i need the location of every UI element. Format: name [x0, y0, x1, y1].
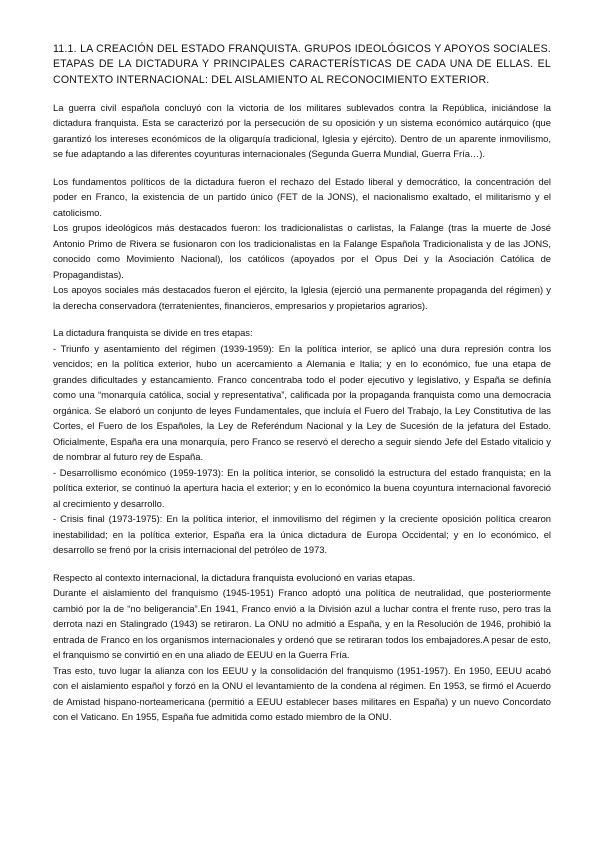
grupos-paragraph: Los grupos ideológicos más destacados fueron: los tradicionalistas o carlistas, la Falange (tras la muerte de José Antonio Primo de Rivera se fusionaron con los tradicionalistas en la Falange Española Tradicionalista y de las JONS, conocido como Movimiento Nacional), los católicos (apoyados por el Opus Dei y la Asociación Católica de Propagandistas). — [53, 222, 551, 280]
section-gap — [53, 162, 551, 174]
aislamiento-paragraph: Durante el aislamiento del franquismo (1945-1951) Franco adoptó una política de neutralidad, que posteriormente cambió por la de “no beligerancia”.En 1941, Franco envió a la División azul a luchar contra el frente ruso, pero tras la derrota nazi en Stalingrado (1943) se retiraron. La ONU no admitió a España, y en la Resolución de 1946, prohibió la entrada de Franco en los organismos internacionales y ordenó que se retiraran todos los embajadores.A pesar de esto, el franquismo se convirtió en en una aliado de EEUU en la Guerra Fría. — [53, 587, 551, 661]
section-gap — [53, 313, 551, 325]
etapa-1-paragraph: - Triunfo y asentamiento del régimen (1939-1959): En la política interior, se aplicó una dura represión contra los vencidos; en la política exterior, hubo un acercamiento a Alemania e Italia; y en lo económico, fue una etapa de grandes dificultades y estancamiento. Franco concentraba todo el poder ejecutivo y legislativo, y España se definía como una “monarquía católica, social y representativa”, calificada por la propaganda franquista como una democracia orgánica. Se elaboró un conjunto de leyes Fundamentales, que incluía el Fuero del Trabajo, la Ley Constitutiva de las Cortes, el Fuero de los Españoles, la Ley de Referéndum Nacional y la Ley de Sucesión de la jefatura del Estado. Oficialmente, España era una monarquía, pero Franco se reservó el derecho a seguir siendo Jefe del Estado vitalicio y de nombrar al futuro rey de España. — [53, 342, 551, 463]
etapa-2-paragraph: - Desarrollismo económico (1959-1973): En la política interior, se consolidó la estructura del estado franquista; en la política exterior, se continuó la apertura hacia el exterior; y en lo económico la buena coyuntura internacional favoreció al crecimiento y desarrollo. — [53, 466, 551, 509]
intro-paragraph: La guerra civil española concluyó con la victoria de los militares sublevados contra la República, iniciándose la dictadura franquista. Esta se caracterizó por la persecución de su oposición y un sistema económico autárquico (que garantizó los intereses económicos de la oligarquía tradicional, Iglesia y ejército). Dentro de un aparente inmovilismo, se fue adaptando a las diferentes coyunturas internacionales (Segunda Guerra Mundial, Guerra Fría…). — [53, 101, 551, 160]
etapas-intro-paragraph: La dictadura franquista se divide en tres etapas: — [53, 327, 253, 339]
section-gap — [53, 558, 551, 570]
fundamentos-paragraph: Los fundamentos políticos de la dictadura fueron el rechazo del Estado liberal y democrático, la concentración del poder en Franco, la existencia de un partido único (FET de la JONS), el nacionalismo exaltado, el militarismo y el catolicismo. — [53, 175, 551, 218]
document-title: 11.1. LA CREACIÓN DEL ESTADO FRANQUISTA. GRUPOS IDEOLÓGICOS Y APOYOS SOCIALES. ETAPAS DE LA DICTADURA Y PRINCIPALES CARACTERÍSTICAS DE CADA UNA DE ELLAS. EL CONTEXTO INTERNACIONAL: DEL AISLAMIENTO AL RECONOCIMIENTO EXTERIOR. — [53, 43, 551, 86]
etapa-3-paragraph: - Crisis final (1973-1975): En la política interior, el inmovilismo del régimen y la creciente oposición política crearon inestabilidad; en la política exterior, España era la única dictadura de Europa Occidental; y en lo económico, el desarrollo se frenó por la crisis internacional del petróleo de 1973. — [53, 513, 551, 556]
contexto-intro-paragraph: Respecto al contexto internacional, la dictadura franquista evolucionó en varias etapas. — [53, 571, 416, 583]
consolidacion-paragraph: Tras esto, tuvo lugar la alianza con los EEUU y la consolidación del franquismo (1951-1957). En 1950, EEUU acabó con el aislamiento español y forzó en la ONU el levantamiento de la condena al régimen. En 1953, se firmó el Acuerdo de Amistad hispano-norteamericana (permitió a EEUU establecer bases militares en España) y un nuevo Concordato con el Vaticano. En 1955, España fue admitida como estado miembro de la ONU. — [53, 664, 551, 723]
apoyos-paragraph: Los apoyos sociales más destacados fueron el ejército, la Iglesia (ejerció una permanente propaganda del régimen) y la derecha conservadora (terratenientes, financieros, empresarios y propietarios agrarios). — [53, 284, 551, 311]
